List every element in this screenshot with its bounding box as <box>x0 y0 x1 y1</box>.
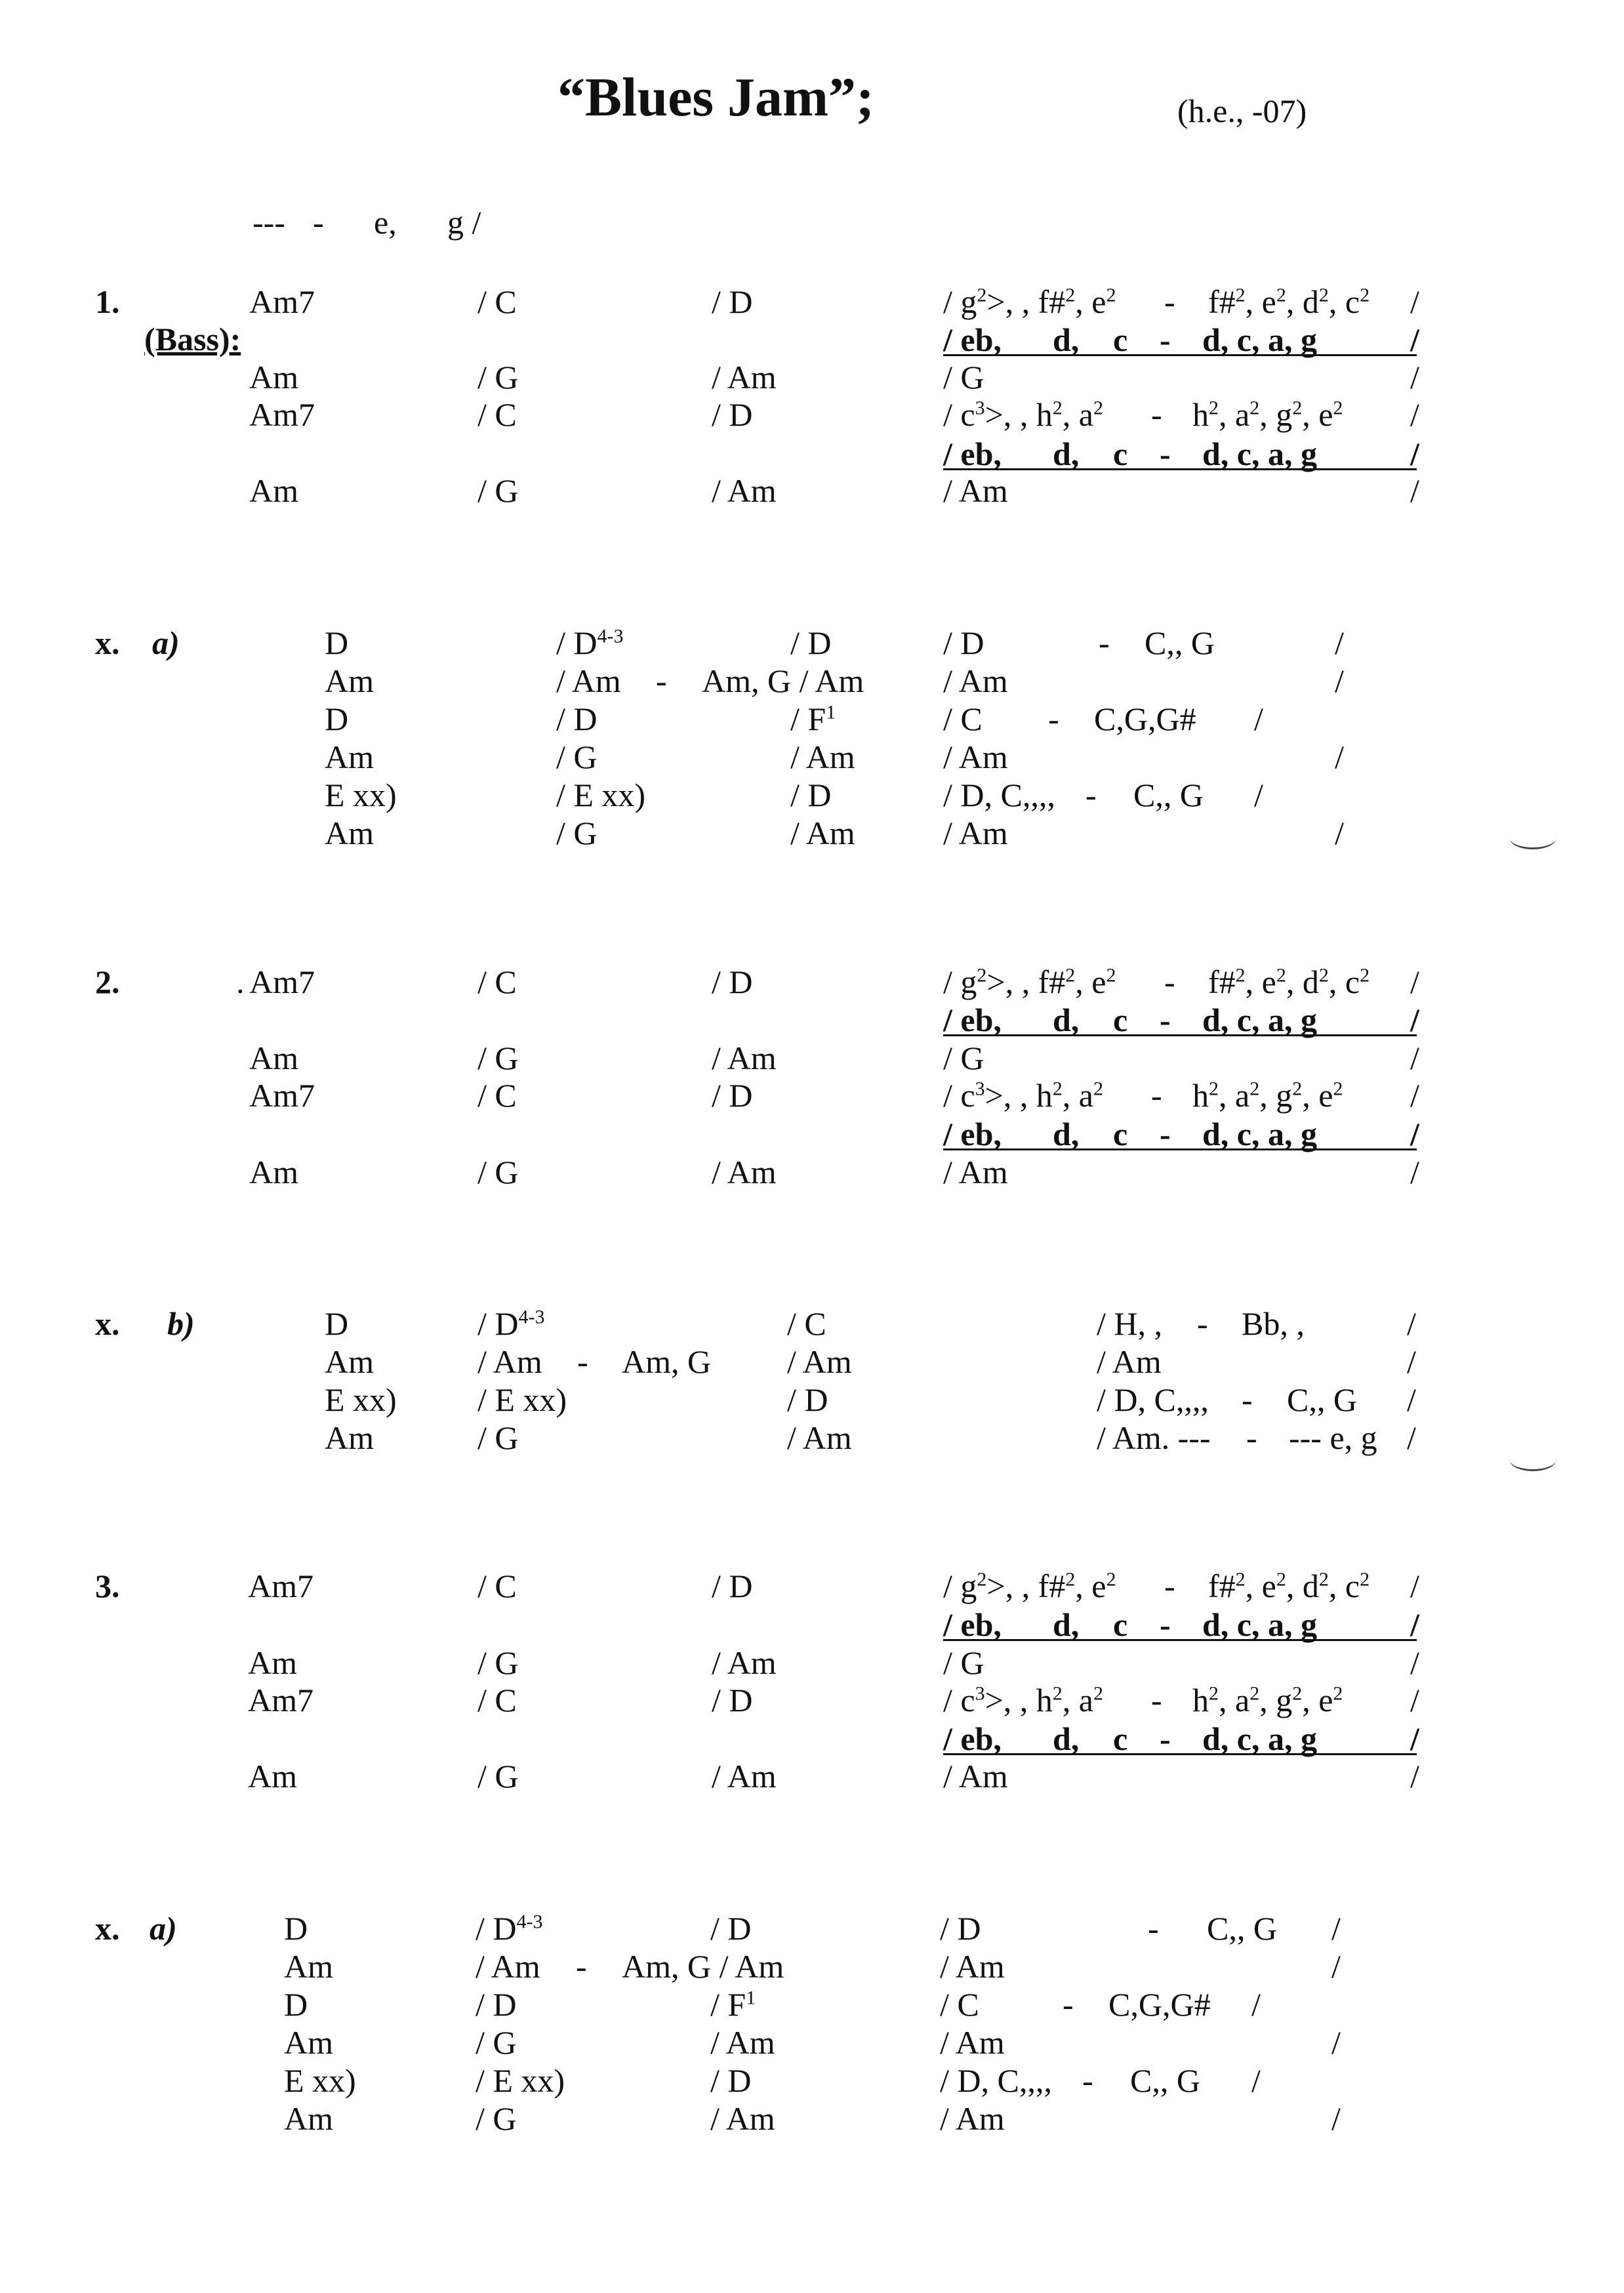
chord: / D <box>712 396 753 433</box>
bass-notes: d, <box>1053 321 1080 358</box>
chord: / G <box>943 359 985 396</box>
chord: / $F^1$ <box>710 1986 756 2023</box>
chord: / D <box>787 1381 828 1418</box>
chord: / $D^{4-3}$ <box>476 1910 543 1947</box>
chord: / D <box>712 283 753 320</box>
chord: E xx) <box>325 1381 397 1418</box>
chord: / Am <box>712 359 777 396</box>
chord: / Am <box>940 1948 1005 1985</box>
chord: / C <box>940 1986 979 2023</box>
bass-notes: d, c, a, g <box>1202 1720 1317 1757</box>
bass-notes: / eb, <box>943 1606 1002 1643</box>
chord: / D <box>712 1682 753 1718</box>
bar-line: / <box>1410 1040 1419 1076</box>
author-note: (h.e., -07) <box>1177 92 1307 129</box>
bar-line: / <box>1410 1644 1419 1681</box>
chord: / G <box>476 2100 517 2137</box>
chord: Am <box>325 1419 374 1456</box>
dash: - <box>577 1343 588 1380</box>
chord: Am <box>248 1644 297 1681</box>
bass-notes: / eb, <box>943 436 1002 472</box>
melody-line: f#$^2$, $e^2$, $d^2$, $c^2$ <box>1208 964 1370 1000</box>
chord: / C <box>477 396 517 433</box>
melody-line: $h^2$, $a^2$, $g^2$, $e^2$ <box>1192 1682 1343 1718</box>
chord: / Am <box>712 1040 777 1076</box>
bar-line: / <box>1254 777 1263 813</box>
melody-line: / $c^3>$, , $h^2$, $a^2$ <box>943 1682 1103 1718</box>
melody-dash: - <box>1164 1568 1175 1604</box>
bass-notes: - <box>1160 321 1171 358</box>
chord: D <box>325 624 349 661</box>
melody-line: / $c^3>$, , $h^2$, $a^2$ <box>943 396 1103 433</box>
chord: / Am <box>712 1154 777 1190</box>
bar-line: / <box>1410 1002 1419 1038</box>
page-title: “Blues Jam”; <box>558 67 874 128</box>
bass-notes: c <box>1113 436 1128 472</box>
chord: Am <box>249 359 298 396</box>
chord: Am <box>284 2100 333 2137</box>
chord: / G <box>943 1644 985 1681</box>
chord: C,G,G# <box>1094 700 1196 737</box>
bass-underline <box>943 1034 1417 1036</box>
chord: / Am <box>943 739 1008 775</box>
bar-line: / <box>1410 1682 1419 1718</box>
bar-line: / <box>1410 472 1419 509</box>
bar-line: / <box>1331 1910 1341 1947</box>
chord: / C <box>477 283 517 320</box>
melody-line: $h^2$, $a^2$, $g^2$, $e^2$ <box>1192 1077 1343 1114</box>
bass-notes: d, c, a, g <box>1202 436 1317 472</box>
chord: / G <box>477 472 519 509</box>
intro-dash: - <box>313 204 324 241</box>
chord: / Am <box>710 2024 775 2061</box>
chord: / D <box>710 2062 752 2099</box>
bar-line: / <box>1410 964 1419 1000</box>
chord: / G <box>476 2024 517 2061</box>
chord: D <box>325 1305 349 1342</box>
chord: / G <box>477 1040 519 1076</box>
dash: - <box>1246 1419 1257 1456</box>
melody-line: / $g^2>$, , f#$^2$, $e^2$ <box>943 283 1116 320</box>
section-marker: x. <box>95 624 120 661</box>
melody-line: $h^2$, $a^2$, $g^2$, $e^2$ <box>1192 396 1343 433</box>
chord: / D <box>943 624 985 661</box>
chord: Am <box>249 1040 298 1076</box>
bass-notes: c <box>1113 1116 1128 1152</box>
chord: / Am <box>710 2100 775 2137</box>
bass-notes: d, <box>1053 1720 1080 1757</box>
melody-dash: - <box>1151 396 1162 433</box>
chord: C,, G <box>1207 1910 1277 1947</box>
chord: / Am <box>943 472 1008 509</box>
bar-line: / <box>1331 2024 1341 2061</box>
bass-notes: / eb, <box>943 321 1002 358</box>
section-number: 1. <box>95 283 120 320</box>
chord: / $F^1$ <box>790 700 836 737</box>
chord: D <box>284 1910 308 1947</box>
chord: Am7 <box>249 396 315 433</box>
chord: C,, G <box>1130 2062 1200 2099</box>
bass-notes: / eb, <box>943 1002 1002 1038</box>
chord: Am <box>284 1948 333 1985</box>
bass-notes: d, c, a, g <box>1202 1606 1317 1643</box>
chord: / Am <box>940 2100 1005 2137</box>
bass-underline <box>943 1148 1417 1150</box>
chord: / C <box>787 1305 826 1342</box>
chord: / D <box>790 624 832 661</box>
dash: - <box>1048 700 1059 737</box>
bass-underline <box>943 1753 1417 1755</box>
chord: Am <box>249 472 298 509</box>
bar-line: / <box>1335 739 1344 775</box>
chord: / Am <box>712 1644 777 1681</box>
melody-dash: - <box>1151 1077 1162 1114</box>
bar-line: / <box>1407 1419 1416 1456</box>
bar-line: / <box>1410 1606 1419 1643</box>
bass-notes: - <box>1160 436 1171 472</box>
section-number: 2. <box>95 964 120 1000</box>
chord: / D <box>790 777 832 813</box>
bar-line: / <box>1251 2062 1261 2099</box>
bass-notes: d, <box>1053 436 1080 472</box>
dash: - <box>1082 2062 1093 2099</box>
chord: Am7 <box>248 1682 314 1718</box>
page-mark <box>1510 828 1556 849</box>
chord: C,, G <box>1287 1381 1357 1418</box>
melody-line: f#$^2$, $e^2$, $d^2$, $c^2$ <box>1208 283 1370 320</box>
bass-notes: d, <box>1053 1116 1080 1152</box>
chord: / D <box>710 1910 752 1947</box>
chord: D <box>325 700 349 737</box>
chord: Am, G / Am <box>702 662 864 699</box>
chord: Am7 <box>249 1077 315 1114</box>
chord: E xx) <box>284 2062 356 2099</box>
bass-notes: - <box>1160 1720 1171 1757</box>
chord: Am7 <box>249 964 315 1000</box>
bass-label: (Bass): <box>144 321 241 357</box>
dash: - <box>1086 777 1097 813</box>
chord: / D, C,,,, <box>940 2062 1052 2099</box>
chord: / C <box>477 1077 517 1114</box>
bar-line: / <box>1251 1986 1261 2023</box>
chord: Am <box>325 739 374 775</box>
chord: Am <box>248 1758 297 1795</box>
dash: - <box>1197 1305 1208 1342</box>
bar-line: / <box>1410 396 1419 433</box>
chord: Am <box>325 662 374 699</box>
chord: / G <box>477 359 519 396</box>
chord: / Am <box>943 1758 1008 1795</box>
section-label: a) <box>150 1910 177 1947</box>
chord: / D <box>712 1077 753 1114</box>
chord: Am <box>284 2024 333 2061</box>
dash: - <box>576 1948 587 1985</box>
section-marker: x. <box>95 1305 120 1342</box>
bass-notes: / eb, <box>943 1720 1002 1757</box>
bar-line: / <box>1407 1381 1416 1418</box>
bar-line: / <box>1335 815 1344 851</box>
chord: / $D^{4-3}$ <box>477 1305 545 1342</box>
chord: / C <box>477 1682 517 1718</box>
chord: / G <box>556 739 598 775</box>
chord: --- e, g <box>1289 1419 1377 1456</box>
chord: Am, G / Am <box>622 1948 784 1985</box>
chord: Am <box>325 1343 374 1380</box>
bar-line: / <box>1410 1116 1419 1152</box>
bass-notes: - <box>1160 1116 1171 1152</box>
chord: / Am <box>790 815 855 851</box>
dash: - <box>1099 624 1110 661</box>
chord: / Am <box>790 739 855 775</box>
chord: / Am <box>556 662 621 699</box>
melody-dash: - <box>1151 1682 1162 1718</box>
melody-line: / $g^2>$, , f#$^2$, $e^2$ <box>943 1568 1116 1604</box>
bass-notes: c <box>1113 1002 1128 1038</box>
chord: Am <box>249 1154 298 1190</box>
stray-dot: . <box>236 964 245 1000</box>
bar-line: / <box>1410 1077 1419 1114</box>
chord: / C <box>477 1568 517 1604</box>
chord: / Am <box>943 662 1008 699</box>
bass-underline <box>943 468 1417 470</box>
bass-notes: - <box>1160 1002 1171 1038</box>
bar-line: / <box>1335 624 1344 661</box>
page-mark <box>1510 1450 1556 1471</box>
bar-line: / <box>1335 662 1344 699</box>
bar-line: / <box>1331 1948 1341 1985</box>
bar-line: / <box>1410 359 1419 396</box>
chord: / G <box>943 1040 985 1076</box>
chord: / $D^{4-3}$ <box>556 624 624 661</box>
bar-line: / <box>1331 2100 1341 2137</box>
bar-line: / <box>1410 1568 1419 1604</box>
chord: / C <box>943 700 983 737</box>
chord: Am, G <box>622 1343 712 1380</box>
chord: Am7 <box>249 283 315 320</box>
chord: D <box>284 1986 308 2023</box>
bass-notes: d, <box>1053 1002 1080 1038</box>
chord: Am7 <box>248 1568 314 1604</box>
bass-notes: d, <box>1053 1606 1080 1643</box>
chord: / E xx) <box>556 777 646 813</box>
chord: / D <box>712 1568 753 1604</box>
bar-line: / <box>1407 1343 1416 1380</box>
chord: C,G,G# <box>1108 1986 1211 2023</box>
section-marker: x. <box>95 1910 120 1947</box>
bass-notes: c <box>1113 1606 1128 1643</box>
chord: / D <box>556 700 598 737</box>
chord: / Am <box>1097 1343 1162 1380</box>
bass-notes: c <box>1113 1720 1128 1757</box>
bar-line: / <box>1410 1758 1419 1795</box>
bass-notes: - <box>1160 1606 1171 1643</box>
chord: / H, , <box>1097 1305 1162 1342</box>
chord: / Am <box>940 2024 1005 2061</box>
chord: / Am <box>787 1419 852 1456</box>
bar-line: / <box>1254 700 1263 737</box>
chord: / D, C,,,, <box>1097 1381 1209 1418</box>
intro-dashes: --- <box>253 204 285 241</box>
bar-line: / <box>1410 283 1419 320</box>
chord: / G <box>477 1419 519 1456</box>
melody-dash: - <box>1164 283 1175 320</box>
bass-notes: c <box>1113 321 1128 358</box>
intro-g: g / <box>447 204 481 241</box>
chord: / Am <box>787 1343 852 1380</box>
intro-e: e, <box>374 204 397 241</box>
chord: Am <box>325 815 374 851</box>
chord: / E xx) <box>477 1381 567 1418</box>
chord: / C <box>477 964 517 1000</box>
chord: / D <box>712 964 753 1000</box>
bass-notes: / eb, <box>943 1116 1002 1152</box>
section-number: 3. <box>95 1568 120 1604</box>
melody-dash: - <box>1164 964 1175 1000</box>
bass-notes: d, c, a, g <box>1202 321 1317 358</box>
melody-line: / $c^3>$, , $h^2$, $a^2$ <box>943 1077 1103 1114</box>
bass-underline <box>943 354 1417 356</box>
chord: / Am <box>476 1948 540 1985</box>
section-label: a) <box>152 624 180 661</box>
chord: / G <box>477 1758 519 1795</box>
chord: C,, G <box>1133 777 1204 813</box>
chord: / D <box>476 1986 517 2023</box>
chord: / Am <box>943 1154 1008 1190</box>
chord: / Am <box>712 472 777 509</box>
chord: C,, G <box>1145 624 1215 661</box>
chord: / Am <box>943 815 1008 851</box>
section-label: b) <box>167 1305 195 1342</box>
chord: / G <box>477 1154 519 1190</box>
dash: - <box>1148 1910 1159 1947</box>
chord: / G <box>477 1644 519 1681</box>
dash: - <box>656 662 667 699</box>
chord: / Am <box>477 1343 542 1380</box>
bass-notes: d, c, a, g <box>1202 1002 1317 1038</box>
dash: - <box>1063 1986 1074 2023</box>
bass-underline <box>943 1639 1417 1641</box>
bass-notes: d, c, a, g <box>1202 1116 1317 1152</box>
chord: / Am <box>712 1758 777 1795</box>
bar-line: / <box>1410 321 1419 358</box>
melody-line: / $g^2>$, , f#$^2$, $e^2$ <box>943 964 1116 1000</box>
chord: E xx) <box>325 777 397 813</box>
chord: Bb, , <box>1242 1305 1305 1342</box>
bar-line: / <box>1410 1154 1419 1190</box>
dash: - <box>1242 1381 1253 1418</box>
bar-line: / <box>1410 1720 1419 1757</box>
melody-line: f#$^2$, $e^2$, $d^2$, $c^2$ <box>1208 1568 1370 1604</box>
chord: / G <box>556 815 598 851</box>
chord: / D <box>940 1910 981 1947</box>
chord: / E xx) <box>476 2062 565 2099</box>
bar-line: / <box>1407 1305 1416 1342</box>
bar-line: / <box>1410 436 1419 472</box>
chord: / D, C,,,, <box>943 777 1055 813</box>
chord: / Am. --- <box>1097 1419 1211 1456</box>
